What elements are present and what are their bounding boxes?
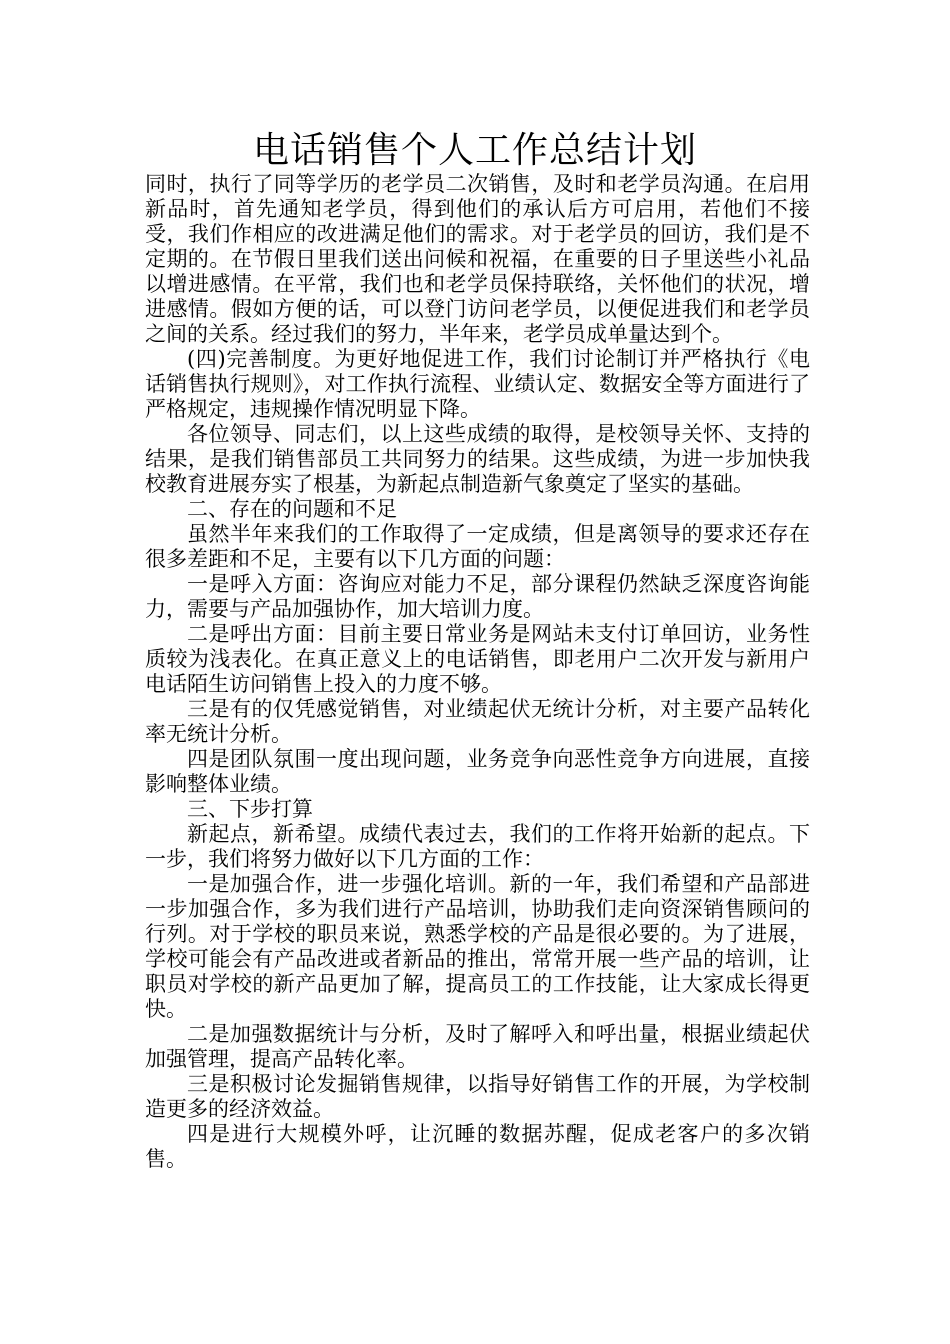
paragraph-7: 二是呼出方面：目前主要日常业务是网站未支付订单回访，业务性质较为浅表化。在真正意义上的电话销售，即老用户二次开发与新用户电话陌生访问销售上投入的力度不够。: [145, 622, 810, 696]
paragraph-11: 新起点，新希望。成绩代表过去，我们的工作将开始新的起点。下一步，我们将努力做好以下几方面的工作：: [145, 822, 810, 871]
paragraph-6: 一是呼入方面：咨询应对能力不足，部分课程仍然缺乏深度咨询能力，需要与产品加强协作，加大培训力度。: [145, 572, 810, 621]
paragraph-1: 同时，执行了同等学历的老学员二次销售，及时和老学员沟通。在启用新品时，首先通知老学员，得到他们的承认后方可启用，若他们不接受，我们作相应的改进满足他们的需求。对于老学员的回访，我们是不定期的。在节假日里我们送出问候和祝福，在重要的日子里送些小礼品以增进感情。在平常，我们也和老学员保持联络，关怀他们的状况，增进感情。假如方便的话，可以登门访问老学员，以便促进我们和老学员之间的关系。经过我们的努力，半年来，老学员成单量达到个。: [145, 172, 810, 346]
paragraph-12: 一是加强合作，进一步强化培训。新的一年，我们希望和产品部进一步加强合作，多为我们进行产品培训，协助我们走向资深销售顾问的行列。对于学校的职员来说，熟悉学校的产品是很必要的。为了进展，学校可能会有产品改进或者新品的推出，常常开展一些产品的培训，让职员对学校的新产品更加了解，提高员工的工作技能，让大家成长得更快。: [145, 872, 810, 1021]
document-title: 电话销售个人工作总结计划: [252, 130, 697, 171]
paragraph-2: (四)完善制度。为更好地促进工作，我们讨论制订并严格执行《电话销售执行规则》，对工作执行流程、业绩认定、数据安全等方面进行了严格规定，违规操作情况明显下降。: [145, 347, 810, 421]
paragraph-5: 虽然半年来我们的工作取得了一定成绩，但是离领导的要求还存在很多差距和不足，主要有以下几方面的问题：: [145, 522, 810, 571]
paragraph-3: 各位领导、同志们，以上这些成绩的取得，是校领导关怀、支持的结果，是我们销售部员工共同努力的结果。这些成绩，为进一步加快我校教育进展夯实了根基，为新起点制造新气象奠定了坚实的基础。: [145, 422, 810, 496]
paragraph-8: 三是有的仅凭感觉销售，对业绩起伏无统计分析，对主要产品转化率无统计分析。: [145, 697, 810, 746]
paragraph-14: 三是积极讨论发掘销售规律，以指导好销售工作的开展，为学校制造更多的经济效益。: [145, 1072, 810, 1121]
section-heading-next-steps: 三、下步打算: [187, 797, 313, 821]
paragraph-13: 二是加强数据统计与分析，及时了解呼入和呼出量，根据业绩起伏加强管理，提高产品转化率。: [145, 1022, 810, 1071]
paragraph-15: 四是进行大规模外呼，让沉睡的数据苏醒，促成老客户的多次销售。: [145, 1122, 810, 1171]
paragraph-9: 四是团队氛围一度出现问题，业务竞争向恶性竞争方向进展，直接影响整体业绩。: [145, 747, 810, 796]
section-heading-problems: 二、存在的问题和不足: [187, 497, 397, 521]
document-body: [145, 172, 810, 1172]
